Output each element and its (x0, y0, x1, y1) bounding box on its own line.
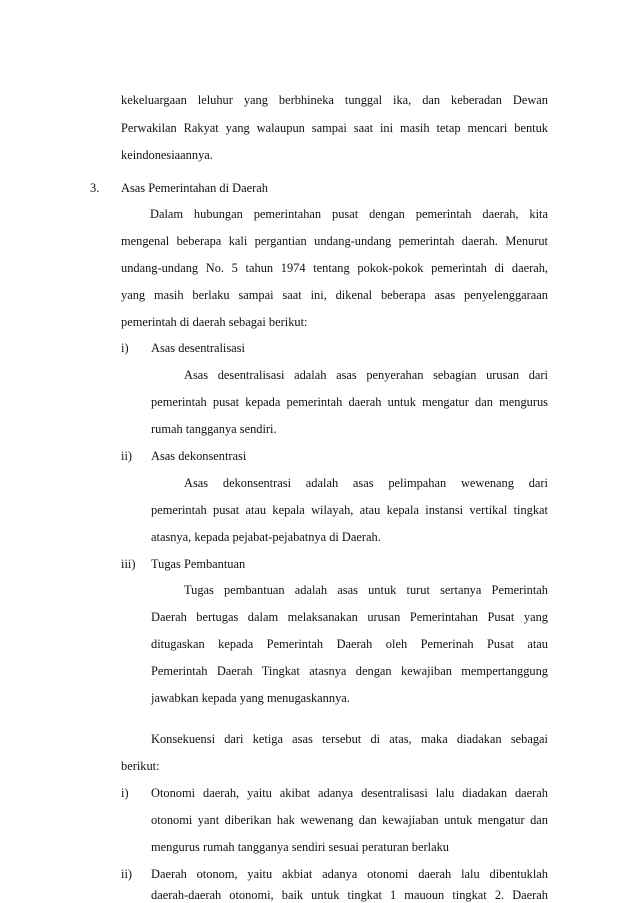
list-marker: ii) (121, 867, 133, 881)
list-item-line: atasnya, kepada pejabat-pejabatnya di Daerah. (151, 530, 381, 544)
intro-line: keindonesiaannya. (121, 148, 213, 162)
list-item-line: mengurus rumah tangganya sendiri sesuai peraturan berlaku (151, 840, 449, 854)
list-item-title: Asas desentralisasi (151, 341, 245, 355)
list-item-line: Otonomi daerah, yaitu akibat adanya desentralisasi lalu diadakan daerah (151, 786, 548, 800)
section-heading: Asas Pemerintahan di Daerah (121, 181, 268, 195)
list-item-title: Asas dekonsentrasi (151, 449, 247, 463)
paragraph-line: Konsekuensi dari ketiga asas tersebut di atas, maka diadakan sebagai (151, 732, 548, 746)
list-item-line: daerah-daerah otonomi, baik untuk tingkat 1 mauoun tingkat 2. Daerah (151, 888, 548, 902)
list-item-line: jawabkan kepada yang menugaskannya. (151, 691, 350, 705)
list-item-line: Asas dekonsentrasi adalah asas pelimpahan wewenang dari (184, 476, 548, 490)
paragraph-line: pemerintah di daerah sebagai berikut: (121, 315, 308, 329)
list-item-line: Pemerintah Daerah Tingkat atasnya dengan kewajiban mempertanggung (151, 664, 548, 678)
list-item-line: pemerintah pusat atau kepala wilayah, atau kepala instansi vertikal tingkat (151, 503, 548, 517)
list-item-line: ditugaskan kepada Pemerintah Daerah oleh Pemerinah Pusat atau (151, 637, 548, 651)
paragraph-line: berikut: (121, 759, 160, 773)
list-item-title: Tugas Pembantuan (151, 557, 246, 571)
intro-line: Perwakilan Rakyat yang walaupun sampai saat ini masih tetap mencari bentuk (121, 121, 548, 135)
list-item-line: rumah tangganya sendiri. (151, 422, 277, 436)
list-marker: i) (121, 786, 129, 800)
paragraph-line: Dalam hubungan pemerintahan pusat dengan pemerintah daerah, kita (150, 207, 548, 221)
list-item-line: Asas desentralisasi adalah asas penyerahan sebagian urusan dari (184, 368, 548, 382)
list-item-line: Tugas pembantuan adalah asas untuk turut sertanya Pemerintah (184, 583, 548, 597)
intro-line: kekeluargaan leluhur yang berbhineka tunggal ika, dan keberadan Dewan (121, 93, 548, 107)
list-item-line: Daerah bertugas dalam melaksanakan urusan Pemerintahan Pusat yang (151, 610, 548, 624)
list-item-line: pemerintah pusat kepada pemerintah daerah untuk mengatur dan mengurus (151, 395, 548, 409)
list-item-line: Daerah otonom, yaitu akbiat adanya otonomi daerah lalu dibentuklah (151, 867, 548, 881)
section-number: 3. (90, 181, 100, 195)
list-item-line: otonomi yant diberikan hak wewenang dan kewajiaban untuk mengatur dan (151, 813, 548, 827)
list-marker: i) (121, 341, 129, 355)
paragraph-line: yang masih berlaku sampai saat ini, dikenal beberapa asas penyelenggaraan (121, 288, 548, 302)
paragraph-line: undang-undang No. 5 tahun 1974 tentang pokok-pokok pemerintah di daerah, (121, 261, 548, 275)
list-marker: ii) (121, 449, 133, 463)
paragraph-line: mengenal beberapa kali pergantian undang-undang pemerintah daerah. Menurut (121, 234, 548, 248)
list-marker: iii) (121, 557, 136, 571)
